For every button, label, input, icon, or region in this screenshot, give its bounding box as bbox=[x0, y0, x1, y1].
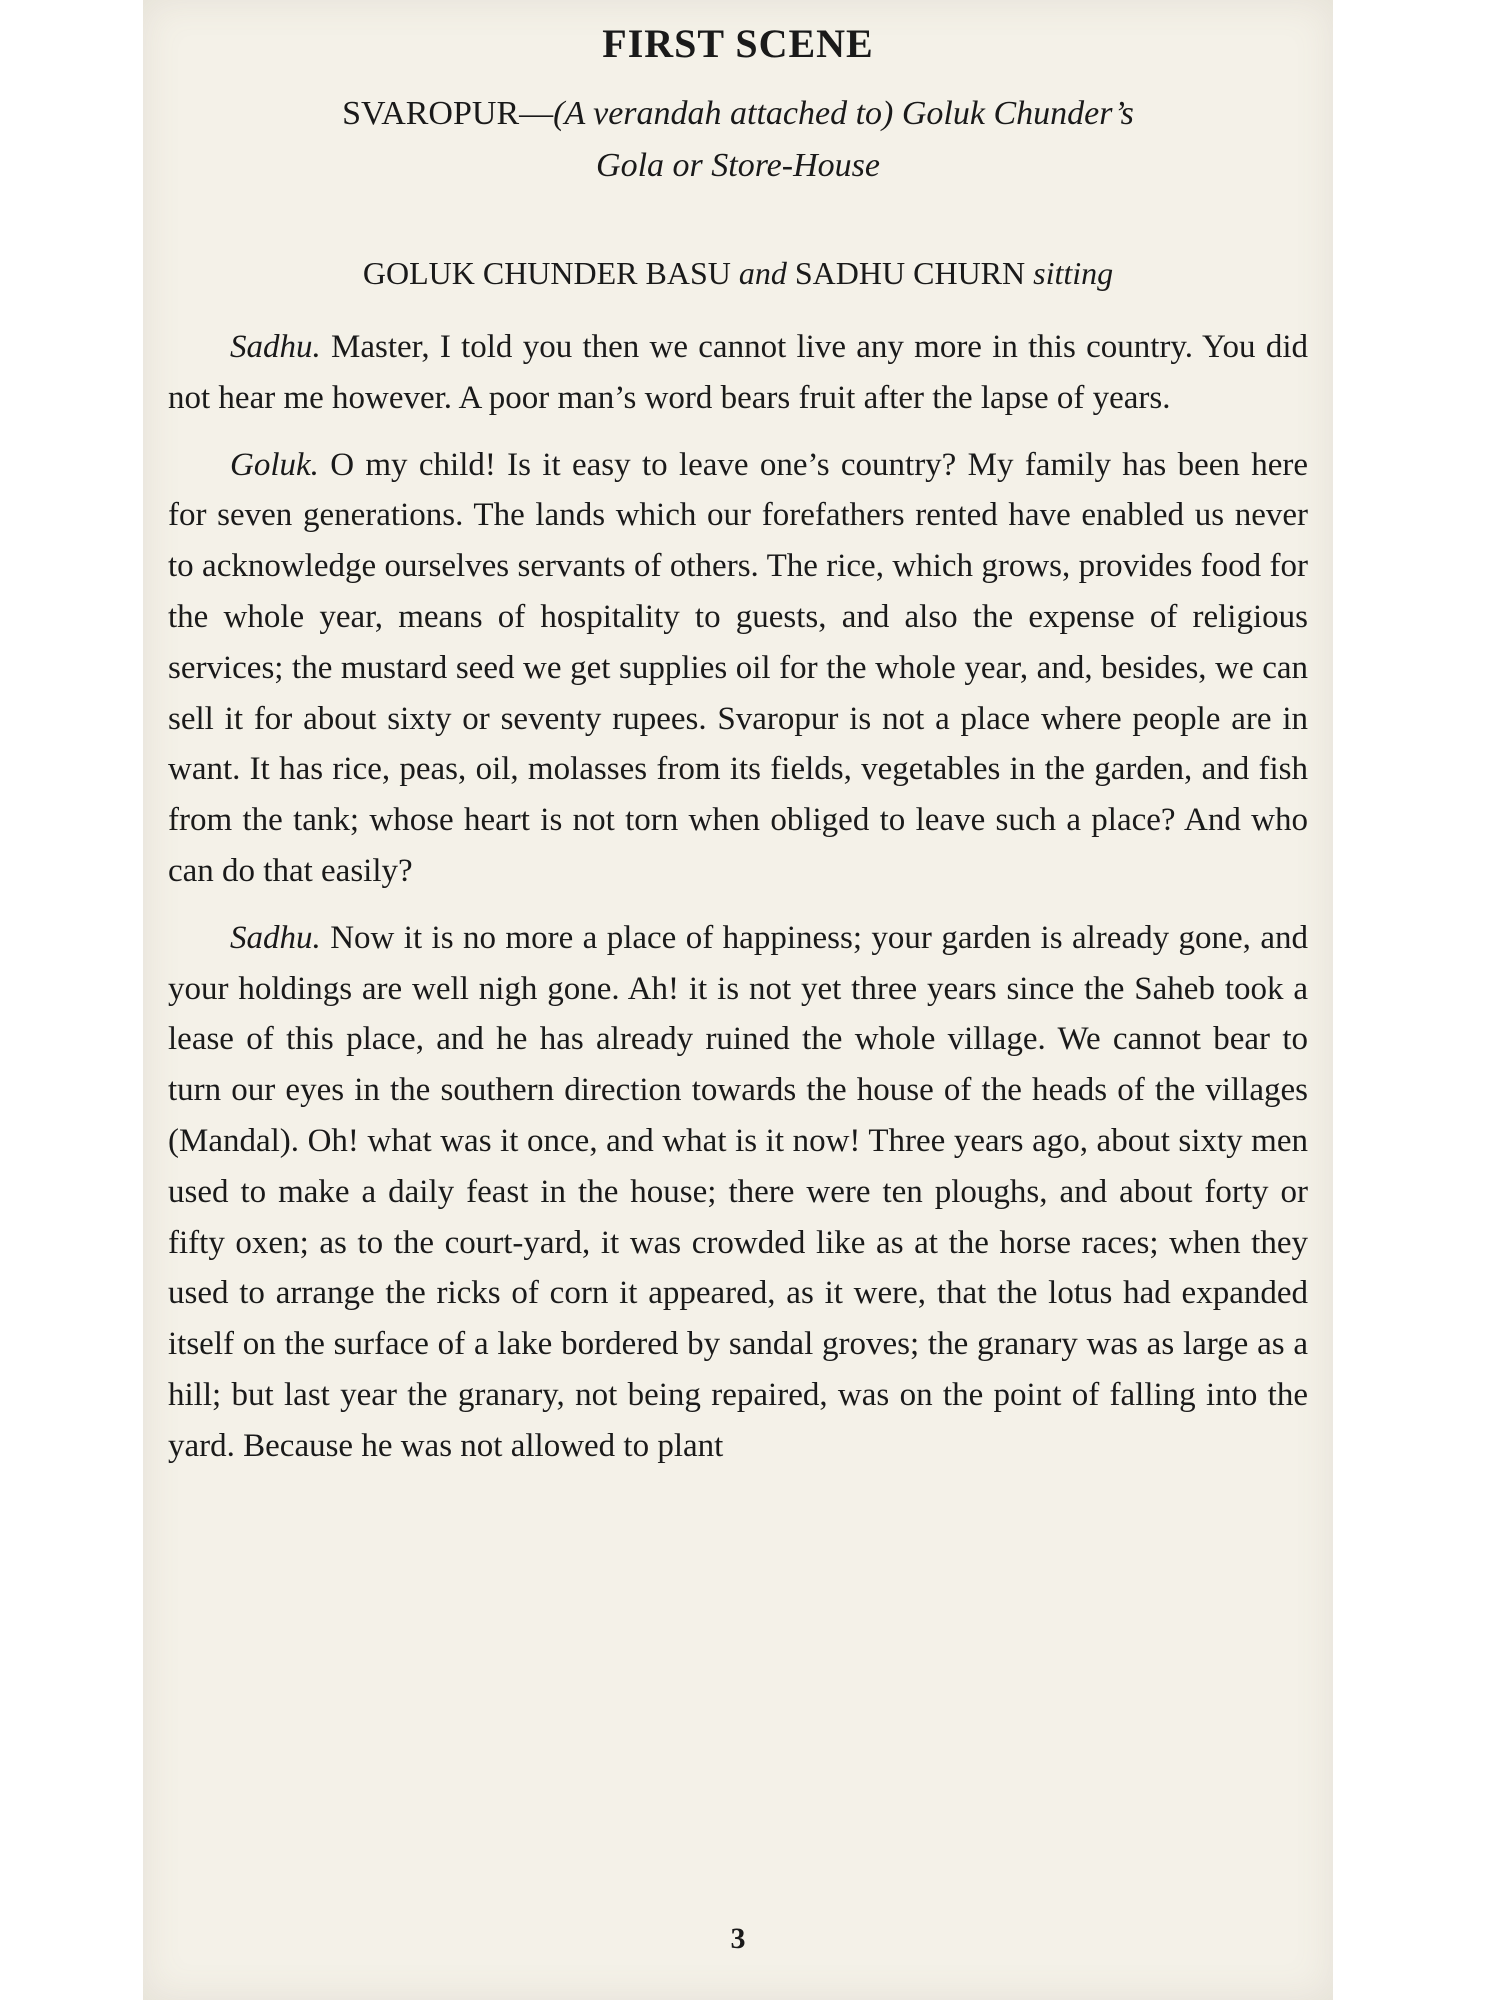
dialogue-paragraph bbox=[168, 440, 1308, 897]
book-page bbox=[143, 0, 1333, 2000]
characters-action: sitting bbox=[1033, 255, 1114, 291]
character-names-1: GOLUK CHUNDER BASU bbox=[362, 255, 731, 291]
scene-setting bbox=[183, 88, 1293, 192]
dialogue-text: Master, I told you then we cannot live any more in this country. You did not hear me however. A poor man’s word bears fruit after the lapse of years. bbox=[168, 329, 1308, 416]
setting-line-2-text: Gola or Store-House bbox=[596, 147, 880, 184]
character-names-2: SADHU CHURN bbox=[794, 255, 1026, 291]
dialogue-paragraph bbox=[168, 322, 1308, 424]
dialogue-body bbox=[168, 322, 1308, 1488]
scene-characters bbox=[143, 255, 1333, 292]
speaker-name: Sadhu. bbox=[230, 329, 321, 365]
dialogue-text: Now it is no more a place of happiness; your garden is already gone, and your holdings are well nigh gone. Ah! it is not yet three years since the Saheb took a lease of this place, and he has already ruined the whole village. We cannot bear to turn our eyes in the southern direction towards the house of the heads of the villages (Mandal). Oh! what was it once, and what is it now! Three years ago, about sixty men used to make a daily feast in the house; there were ten ploughs, and about forty or fifty oxen; as to the court-yard, it was crowded like as at the horse races; when they used to arrange the ricks of corn it appeared, as it were, that the lotus had expanded itself on the surface of a lake bordered by sandal groves; the granary was as large as a hill; but last year the granary, not being repaired, was on the point of falling into the yard. Because he was not allowed to plant bbox=[168, 919, 1308, 1464]
setting-line-1-rest: (A verandah attached to) Goluk Chunder’s bbox=[553, 95, 1134, 132]
page-number: 3 bbox=[730, 1922, 746, 1955]
setting-place: SVAROPUR— bbox=[342, 95, 554, 132]
speaker-name: Sadhu. bbox=[230, 919, 321, 956]
setting-line-2 bbox=[183, 140, 1293, 192]
speaker-name: Goluk. bbox=[230, 446, 319, 483]
characters-and: and bbox=[738, 255, 787, 291]
scene-title: FIRST SCENE bbox=[602, 21, 874, 66]
setting-line-1 bbox=[183, 88, 1293, 140]
dialogue-paragraph bbox=[168, 913, 1308, 1472]
dialogue-text: O my child! Is it easy to leave one’s country? My family has been here for seven generations. The lands which our forefathers rented have enabled us never to acknowledge ourselves servants of others. The rice, which grows, provides food for the whole year, means of hospitality to guests, and also the expense of religious services; the mustard seed we get supplies oil for the whole year, and, besides, we can sell it for about sixty or seventy rupees. Svaropur is not a place where people are in want. It has rice, peas, oil, molasses from its fields, vegetables in the garden, and fish from the tank; whose heart is not torn when obliged to leave such a place? And who can do that easily? bbox=[168, 446, 1308, 889]
